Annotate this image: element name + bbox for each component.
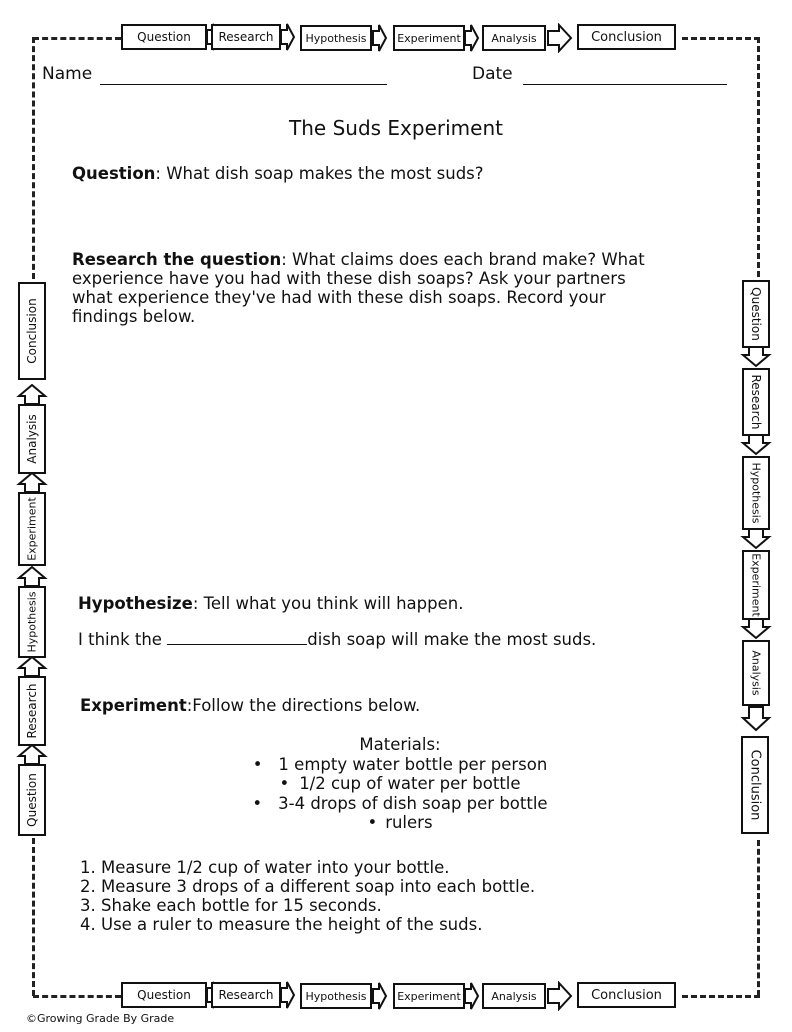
experiment-text: Follow the directions below. <box>192 696 421 715</box>
left-step-conclusion <box>18 282 46 380</box>
research-line: what experience they've had with these dish soaps. Record your <box>72 288 606 307</box>
research-line: What claims does each brand make? What <box>286 250 645 269</box>
bottom-arrow-2 <box>280 980 296 1010</box>
step-label: Research <box>25 683 39 739</box>
top-step-conclusion <box>577 24 676 50</box>
direction-step: 2. Measure 3 drops of a different soap into each bottle. <box>80 877 536 896</box>
right-arrow-1 <box>740 346 772 368</box>
materials-item: • 1/2 cup of water per bottle <box>279 774 521 793</box>
left-step-hypothesis <box>18 586 46 658</box>
top-step-hypothesis <box>300 25 372 51</box>
step-label: Experiment <box>749 553 763 617</box>
step-label: Research <box>218 30 274 44</box>
left-arrow-3 <box>16 566 48 588</box>
directions-list <box>80 858 700 934</box>
left-step-research <box>18 676 46 746</box>
sentence-end: dish soap will make the most suds. <box>307 630 597 649</box>
experiment-sep: : <box>186 696 193 715</box>
right-arrow-4 <box>740 618 772 640</box>
left-arrow-1 <box>16 744 48 766</box>
experiment-label: Experiment <box>80 696 187 715</box>
left-arrow-2 <box>16 656 48 678</box>
bottom-arrow-5 <box>547 981 573 1011</box>
top-arrow-5 <box>547 23 573 53</box>
question-text: What dish soap makes the most suds? <box>166 164 484 183</box>
border-bottom-right <box>682 995 760 998</box>
step-label: Analysis <box>491 31 537 45</box>
right-step-conclusion <box>741 736 769 834</box>
bottom-step-hypothesis <box>300 983 372 1009</box>
question-label: Question <box>72 164 156 183</box>
step-label: Research <box>749 374 763 430</box>
step-label: Conclusion <box>591 987 662 1003</box>
materials-list <box>180 735 620 833</box>
right-step-hypothesis <box>742 456 770 530</box>
research-label: Research the question <box>72 250 282 269</box>
date-line[interactable] <box>523 84 727 85</box>
materials-item: • 1 empty water bottle per person <box>252 754 548 774</box>
bottom-arrow-4 <box>464 981 480 1011</box>
research-line: findings below. <box>72 307 196 326</box>
research-line: experience have you had with these dish soaps? Ask your partners <box>72 269 626 288</box>
materials-item: • rulers <box>367 813 433 832</box>
bottom-step-question <box>121 982 207 1008</box>
border-left-top <box>32 37 35 279</box>
question-section <box>72 164 484 183</box>
border-left-bottom <box>32 838 35 996</box>
direction-step: 3. Shake each bottle for 15 seconds. <box>80 896 382 915</box>
right-step-research <box>742 368 770 436</box>
step-label: Conclusion <box>591 29 662 45</box>
direction-step: 1. Measure 1/2 cup of water into your bottle. <box>80 858 450 877</box>
step-label: Question <box>137 988 191 1002</box>
right-arrow-5 <box>740 706 772 732</box>
right-step-experiment <box>742 550 770 620</box>
right-arrow-3 <box>740 528 772 550</box>
right-step-analysis <box>742 640 770 706</box>
left-step-question <box>18 764 46 836</box>
name-label: Name <box>42 64 93 84</box>
top-arrow-4 <box>464 23 480 53</box>
copyright-footer: ©Growing Grade By Grade <box>26 1012 175 1025</box>
border-top-left <box>33 37 121 40</box>
step-label: Experiment <box>397 989 461 1003</box>
top-step-experiment <box>393 25 465 51</box>
research-sep: : <box>281 250 287 269</box>
step-label: Question <box>25 773 39 827</box>
right-arrow-2 <box>740 434 772 456</box>
step-label: Experiment <box>397 31 461 45</box>
name-line[interactable] <box>100 84 387 85</box>
step-label: Hypothesis <box>25 591 39 653</box>
step-label: Analysis <box>491 989 537 1003</box>
top-step-analysis <box>482 25 546 51</box>
right-step-question <box>742 280 770 348</box>
hypothesize-section <box>78 594 463 613</box>
experiment-section <box>80 696 420 715</box>
question-sep: : <box>155 164 161 183</box>
border-right-bottom <box>757 840 760 996</box>
step-label: Analysis <box>749 650 763 696</box>
hypothesize-text: Tell what you think will happen. <box>203 594 464 613</box>
top-step-question <box>121 24 207 50</box>
step-label: Question <box>137 30 191 44</box>
materials-item: • 3-4 drops of dish soap per bottle <box>252 793 548 813</box>
step-label: Research <box>218 988 274 1002</box>
border-bottom-left <box>33 995 121 998</box>
left-step-experiment <box>18 492 46 566</box>
bottom-step-analysis <box>482 983 546 1009</box>
left-arrow-4 <box>16 472 48 494</box>
step-label: Question <box>749 287 763 341</box>
step-label: Experiment <box>25 497 39 561</box>
left-step-analysis <box>18 404 46 474</box>
border-right-top <box>757 37 760 277</box>
hypothesis-sentence <box>78 630 596 649</box>
top-arrow-3 <box>372 23 388 53</box>
top-step-research <box>211 24 281 50</box>
top-arrow-2 <box>280 22 296 52</box>
date-label: Date <box>472 64 513 84</box>
left-arrow-5 <box>16 384 48 406</box>
border-top-right <box>682 37 760 40</box>
sentence-start: I think the <box>78 630 162 649</box>
step-label: Analysis <box>25 414 39 464</box>
hypothesis-blank[interactable] <box>167 630 307 645</box>
bottom-arrow-3 <box>372 981 388 1011</box>
materials-title: Materials: <box>359 735 441 754</box>
hypothesize-label: Hypothesize <box>78 594 193 613</box>
bottom-step-experiment <box>393 983 465 1009</box>
bottom-step-conclusion <box>577 982 676 1008</box>
step-label: Hypothesis <box>305 31 367 45</box>
page-title: The Suds Experiment <box>289 116 503 140</box>
direction-step: 4. Use a ruler to measure the height of the suds. <box>80 915 483 934</box>
hypothesize-sep: : <box>192 594 199 613</box>
step-label: Conclusion <box>747 749 763 821</box>
step-label: Hypothesis <box>305 989 367 1003</box>
bottom-step-research <box>211 982 281 1008</box>
research-section <box>72 250 732 326</box>
step-label: Hypothesis <box>749 462 763 524</box>
step-label: Conclusion <box>25 298 39 364</box>
